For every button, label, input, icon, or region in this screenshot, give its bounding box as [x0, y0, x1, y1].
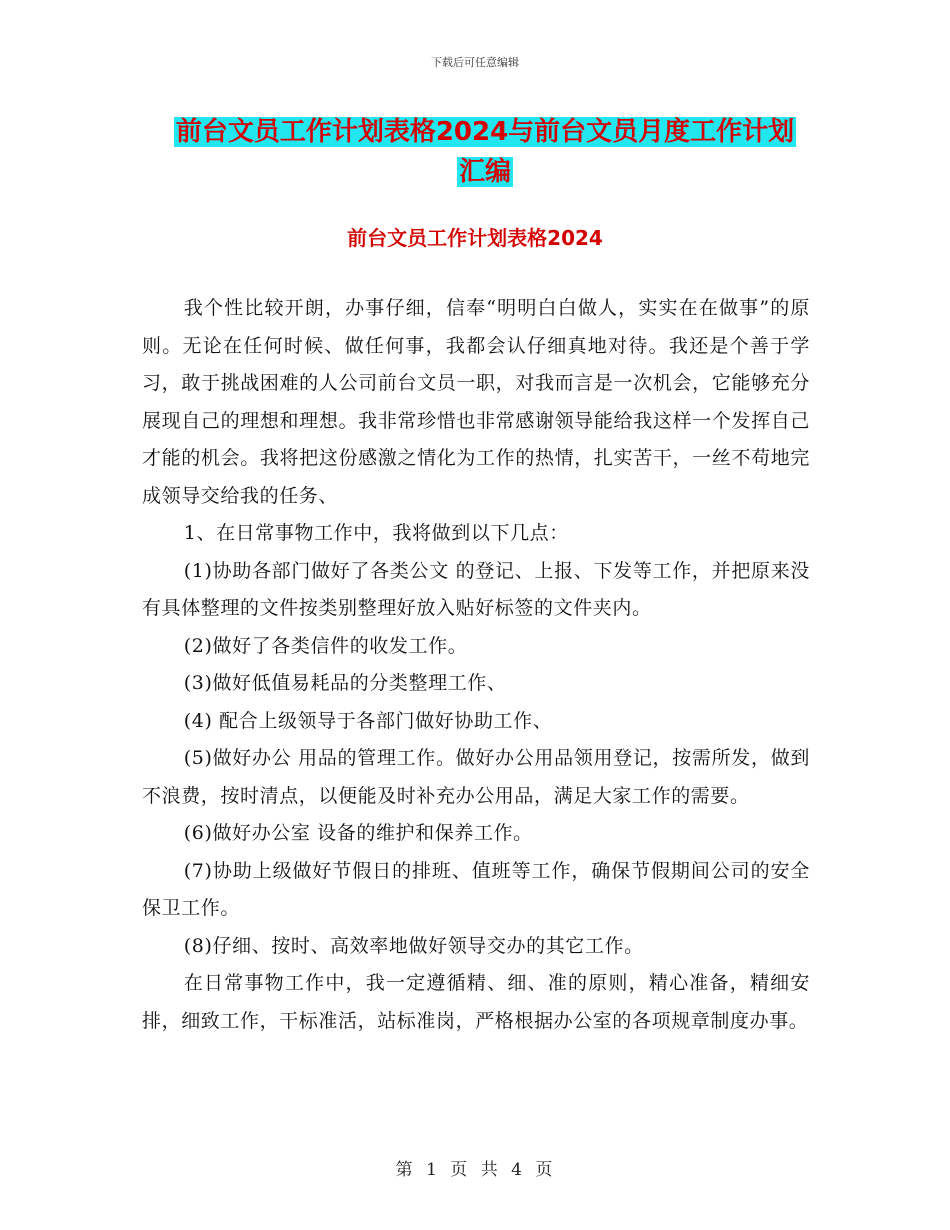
- paragraph-item-6: (6)做好办公室 设备的维护和保养工作。: [183, 822, 533, 844]
- footer-suffix: 页: [535, 1160, 555, 1180]
- document-title-line2: 汇编: [458, 157, 511, 187]
- footer-mid2: 共: [480, 1160, 500, 1180]
- footer-mid1: 页: [450, 1160, 470, 1180]
- document-title-line1: 前台文员工作计划表格2024与前台文员月度工作计划: [175, 117, 795, 147]
- paragraph-principles: 在日常事物工作中，我一定遵循精、细、准的原则，精心准备，精细安排，细致工作，干标准活，站标准岗，严格根据办公室的各项规章制度办事。: [142, 972, 810, 1032]
- document-title: [140, 112, 830, 192]
- paragraph-item-3: (3)做好低值易耗品的分类整理工作、: [183, 672, 507, 694]
- paragraph-item-1: (1)协助各部门做好了各类公文 的登记、上报、下发等工作，并把原来没有具体整理的文件按类别整理好放入贴好标签的文件夹内。: [142, 559, 810, 619]
- footer-page-current: 1: [426, 1160, 439, 1180]
- footer-prefix: 第: [395, 1160, 415, 1180]
- header-note: 下载后可任意编辑: [431, 56, 519, 69]
- paragraph-daily-work-heading: 1、在日常事物工作中，我将做到以下几点：: [183, 522, 569, 544]
- paragraph-intro: 我个性比较开朗，办事仔细，信奉“明明白白做人，实实在在做事”的原则。无论在任何时候、做任何事，我都会认仔细真地对待。我还是个善于学习，敢于挑战困难的人公司前台文员一职，对我而言是一次机会，它能够充分展现自己的理想和理想。我非常珍惜也非常感谢领导能给我这样一个发挥自己才能的机会。我将把这份感激之情化为工作的热情，扎实苦干，一丝不苟地完成领导交给我的任务、: [142, 297, 810, 507]
- page-footer: [0, 1155, 950, 1180]
- paragraph-item-5: (5)做好办公 用品的管理工作。做好办公用品领用登记，按需所发，做到不浪费，按时清点，以便能及时补充办公用品，满足大家工作的需要。: [142, 747, 810, 807]
- section-title: 前台文员工作计划表格2024: [347, 226, 603, 250]
- footer-page-total: 4: [511, 1160, 524, 1180]
- document-body: [142, 290, 810, 1040]
- paragraph-item-2: (2)做好了各类信件的收发工作。: [183, 634, 468, 657]
- paragraph-item-7: (7)协助上级做好节假日的排班、值班等工作，确保节假期间公司的安全保卫工作。: [142, 859, 810, 919]
- paragraph-item-4: (4) 配合上级领导于各部门做好协助工作、: [183, 709, 553, 732]
- paragraph-item-8: (8)仔细、按时、高效率地做好领导交办的其它工作。: [183, 934, 644, 957]
